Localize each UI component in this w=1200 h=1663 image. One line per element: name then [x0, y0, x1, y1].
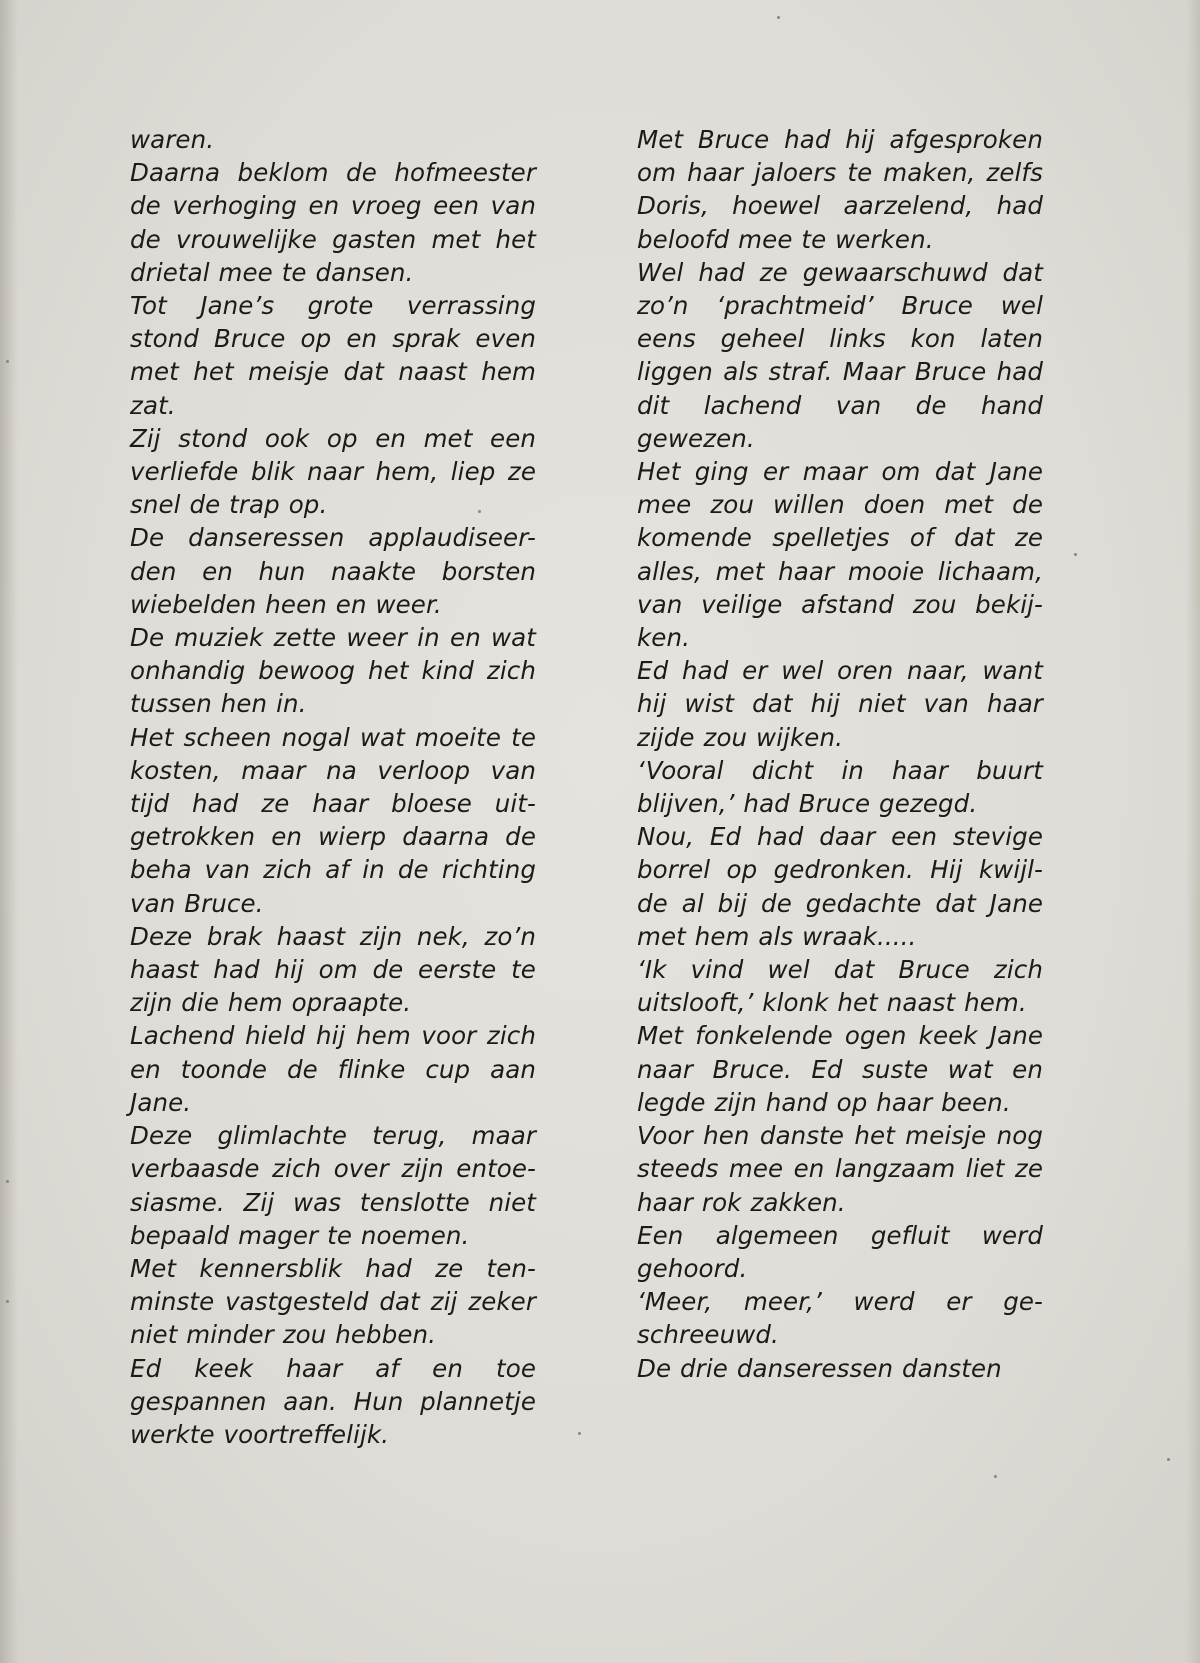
paragraph: Daarna beklom de hofmeester de verhoging en vroeg een van de vrouwelijke gasten met het drietal mee te dansen. [130, 158, 536, 287]
paragraph: De danseressen applaudiseer-den en hun naakte borsten wiebelden heen en weer. [130, 523, 536, 619]
paper-speck [1167, 1458, 1170, 1461]
paragraph: Tot Jane’s grote verrassing stond Bruce op en sprak even met het meisje dat naast hem zat. [130, 291, 536, 420]
paragraph: Deze glimlachte terug, maar verbaasde zich over zijn entoe-siasme. Zij was tenslotte niet bepaald mager te noemen. [130, 1121, 536, 1250]
paragraph: Wel had ze gewaarschuwd dat zo’n ‘prachtmeid’ Bruce wel eens geheel links kon laten liggen als straf. Maar Bruce had dit lachend van de hand gewezen. [637, 257, 1043, 453]
paragraph: Een algemeen gefluit werd gehoord. [637, 1220, 1043, 1283]
paragraph: waren. [130, 125, 215, 154]
paper-speck [6, 360, 9, 363]
paragraph: Lachend hield hij hem voor zich en toonde de flinke cup aan Jane. [130, 1021, 536, 1117]
left-text-column [130, 123, 536, 1451]
paragraph: De muziek zette weer in en wat onhandig bewoog het kind zich tussen hen in. [130, 623, 536, 719]
paragraph: De drie danseressen dansten [637, 1353, 1002, 1383]
paragraph: Met kennersblik had ze ten-minste vastgesteld dat zij zeker niet minder zou hebben. [130, 1253, 536, 1350]
right-text-column [637, 123, 1043, 1385]
paper-speck [994, 1475, 997, 1478]
paragraph: Ed had er wel oren naar, want hij wist dat hij niet van haar zijde zou wijken. [637, 656, 1043, 752]
paragraph: Zij stond ook op en met een verliefde blik naar hem, liep ze snel de trap op. [130, 423, 536, 520]
paragraph: Ed keek haar af en toe gespannen aan. Hun plannetje werkte voortreffelijk. [130, 1353, 536, 1449]
paper-speck [1074, 553, 1077, 556]
paper-speck [478, 510, 481, 513]
paragraph: Het scheen nogal wat moeite te kosten, maar na verloop van tijd had ze haar bloese uit-getrokken en wierp daarna de beha van zich af in de richting van Bruce. [130, 722, 536, 918]
paragraph: ‘Vooral dicht in haar buurt blijven,’ had Bruce gezegd. [637, 755, 1043, 819]
paragraph: Deze brak haast zijn nek, zo’n haast had hij om de eerste te zijn die hem opraapte. [130, 921, 536, 1018]
paragraph: Het ging er maar om dat Jane mee zou willen doen met de komende spelletjes of dat ze alles, met haar mooie lichaam, van veilige afstand zou bekij-ken. [637, 457, 1043, 653]
paper-speck [578, 1432, 581, 1435]
paragraph: Nou, Ed had daar een stevige borrel op gedronken. Hij kwijl-de al bij de gedachte dat Jane met hem als wraak..... [637, 822, 1043, 951]
paper-speck [777, 16, 780, 19]
paragraph: Met Bruce had hij afgesproken om haar jaloers te maken, zelfs Doris, hoewel aarzelend, had beloofd mee te werken. [637, 125, 1043, 254]
paragraph: Met fonkelende ogen keek Jane naar Bruce. Ed suste wat en legde zijn hand op haar been. [637, 1021, 1043, 1117]
paper-speck [6, 1180, 9, 1183]
paragraph: ‘Meer, meer,’ werd er ge-schreeuwd. [637, 1287, 1043, 1350]
paragraph: Voor hen danste het meisje nog steeds mee en langzaam liet ze haar rok zakken. [637, 1121, 1043, 1217]
paragraph: ‘Ik vind wel dat Bruce zich uitslooft,’ klonk het naast hem. [637, 955, 1043, 1018]
paper-speck [6, 1300, 9, 1303]
